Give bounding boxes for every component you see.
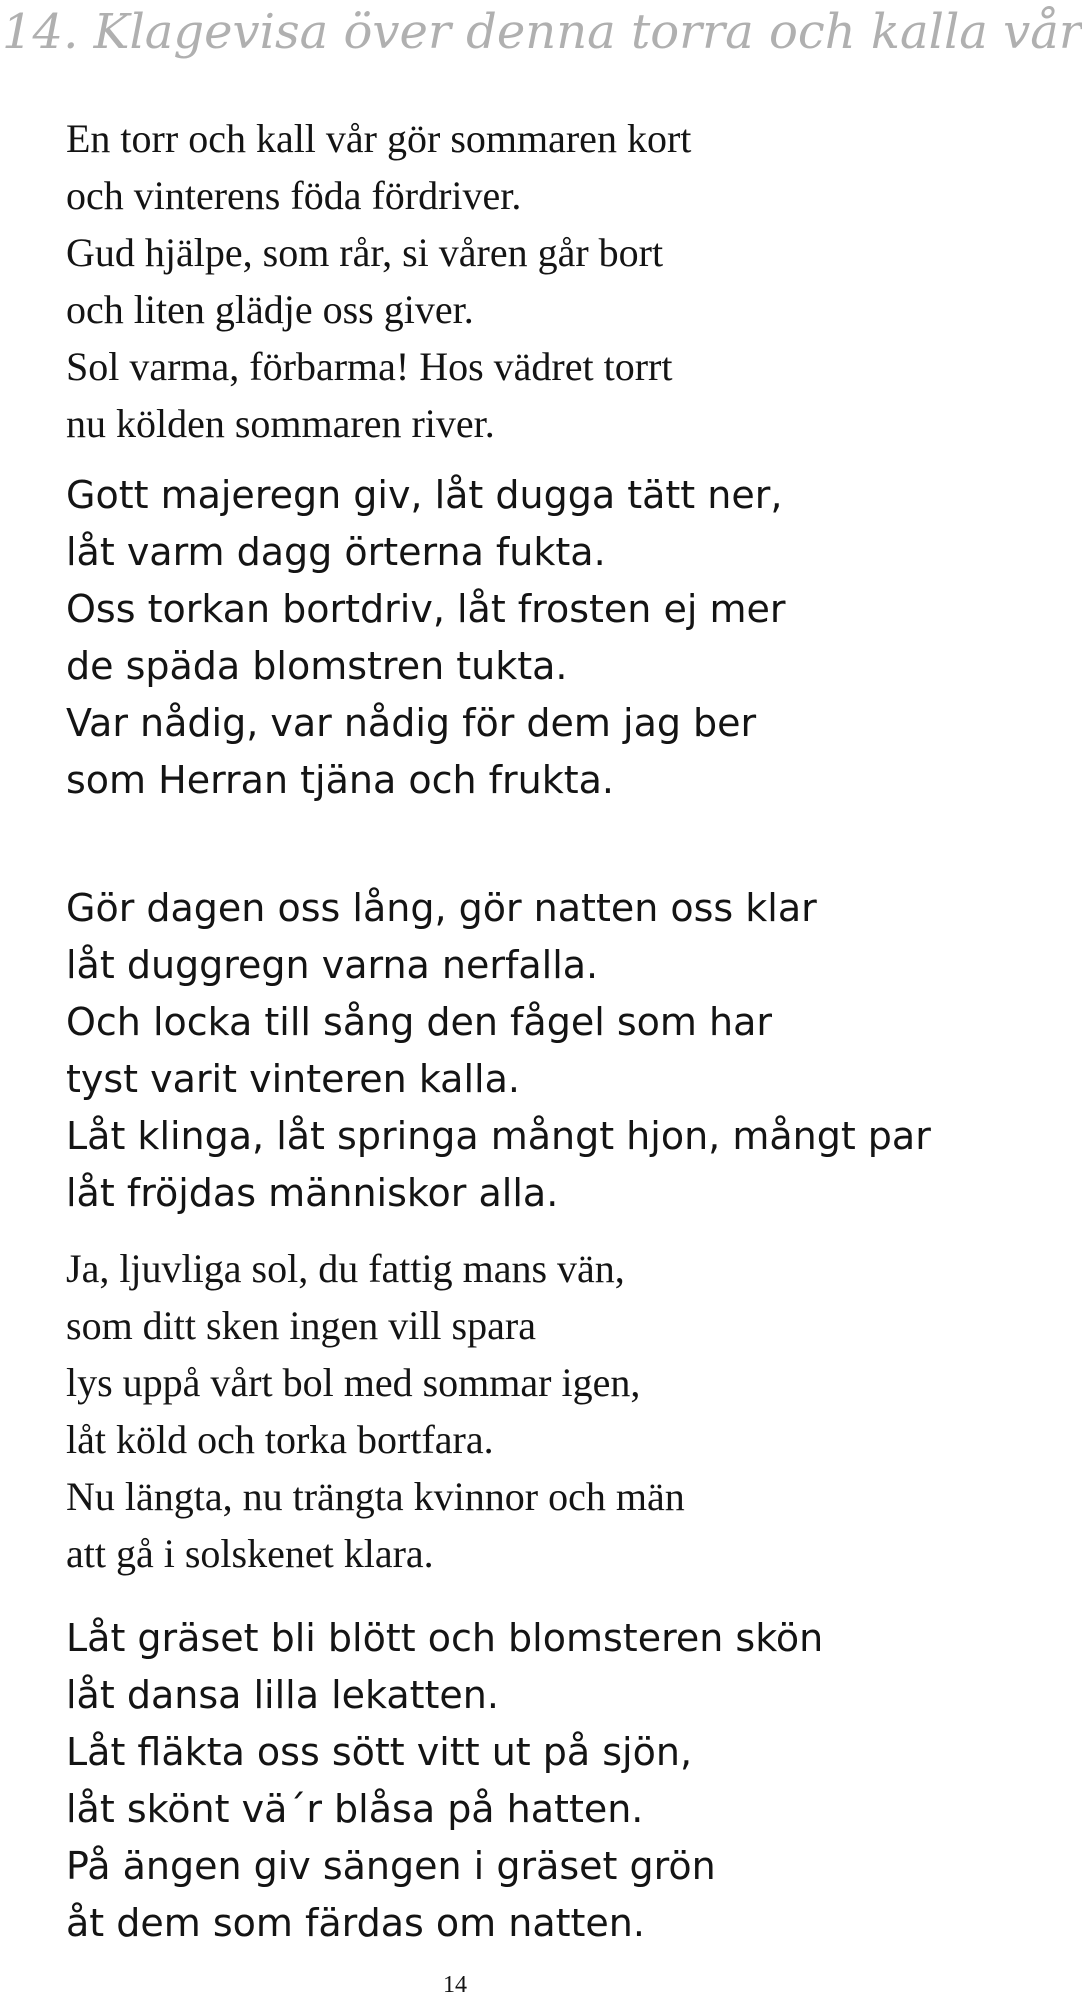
stanza-4: [66, 1240, 685, 1582]
poem-line: och vinterens föda fördriver.: [66, 173, 522, 218]
poem-line: de späda blomstren tukta.: [66, 644, 568, 688]
poem-line: Sol varma, förbarma! Hos vädret torrt: [66, 344, 673, 389]
poem-line: som Herran tjäna och frukta.: [66, 758, 614, 802]
poem-line: låt varm dagg örterna fukta.: [66, 530, 606, 574]
page-title: 14. Klagevisa över denna torra och kalla vår: [2, 4, 1082, 60]
poem-line: och liten glädje oss giver.: [66, 287, 474, 332]
poem-line: Och locka till sång den fågel som har: [66, 1000, 772, 1044]
poem-line: Gör dagen oss lång, gör natten oss klar: [66, 886, 817, 930]
poem-line: åt dem som färdas om natten.: [66, 1901, 645, 1945]
poem-line: Låt fläkta oss sött vitt ut på sjön,: [66, 1730, 693, 1774]
poem-line: En torr och kall vår gör sommaren kort: [66, 116, 692, 161]
poem-line: lys uppå vårt bol med sommar igen,: [66, 1360, 641, 1405]
page-number: 14: [443, 1972, 467, 1998]
poem-line: På ängen giv sängen i gräset grön: [66, 1844, 716, 1888]
poem-line: Var nådig, var nådig för dem jag ber: [66, 701, 757, 745]
poem-line: låt dansa lilla lekatten.: [66, 1673, 499, 1717]
stanza-3: [66, 880, 931, 1222]
poem-line: låt fröjdas människor alla.: [66, 1171, 559, 1215]
stanza-5: [66, 1610, 823, 1952]
poem-line: tyst varit vinteren kalla.: [66, 1057, 520, 1101]
poem-line: låt köld och torka bortfara.: [66, 1417, 494, 1462]
stanza-2: [66, 467, 786, 809]
poem-line: Nu längta, nu trängta kvinnor och män: [66, 1474, 685, 1519]
poem-line: att gå i solskenet klara.: [66, 1531, 434, 1576]
stanza-1: [66, 110, 691, 452]
poem-line: låt skönt vä´r blåsa på hatten.: [66, 1787, 644, 1831]
poem-line: Låt klinga, låt springa mångt hjon, mångt par: [66, 1114, 931, 1158]
poem-line: Ja, ljuvliga sol, du fattig mans vän,: [66, 1246, 625, 1291]
poem-line: låt duggregn varna nerfalla.: [66, 943, 599, 987]
poem-line: som ditt sken ingen vill spara: [66, 1303, 536, 1348]
poem-line: Gott majeregn giv, låt dugga tätt ner,: [66, 473, 783, 517]
poem-line: nu kölden sommaren river.: [66, 401, 495, 446]
poem-line: Gud hjälpe, som rår, si våren går bort: [66, 230, 664, 275]
poem-line: Låt gräset bli blött och blomsteren skön: [66, 1616, 824, 1660]
poem-line: Oss torkan bortdriv, låt frosten ej mer: [66, 587, 786, 631]
